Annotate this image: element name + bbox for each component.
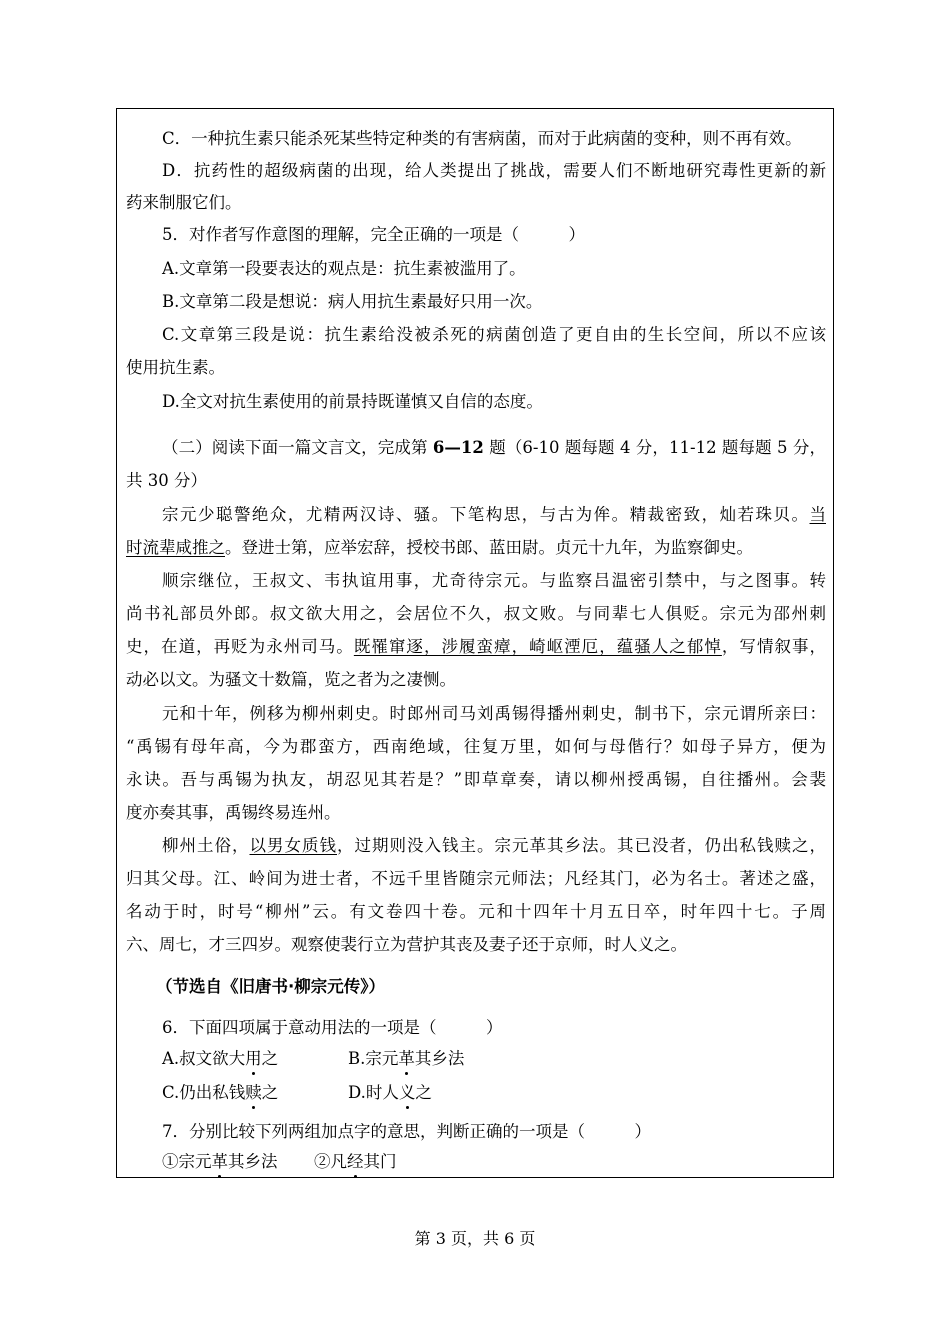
passage-p3-line2: “禹锡有母年高，今为郡蛮方，西南绝域，往复万里，如何与母偕行？如母子异方，便为 xyxy=(126,737,826,756)
q6-option-c: C.仍出私钱赎之 xyxy=(162,1083,279,1102)
q6-option-a: A.叔文欲大用之 xyxy=(162,1049,279,1068)
section-2-instruction: （二）阅读下面一篇文言文，完成第 6—12 题（6-10 题每题 4 分，11-12 题每题 5 分， xyxy=(162,438,826,457)
q7-item-1: ①宗元革其乡法 xyxy=(162,1152,278,1171)
passage-p4-line2: 归其父母。江、岭间为进士者，不远千里皆随宗元师法；凡经其门，必为名士。著述之盛， xyxy=(126,869,826,888)
question-5: 5．对作者写作意图的理解，完全正确的一项是（ ） xyxy=(162,225,585,244)
q5-option-a: A.文章第一段要表达的观点是：抗生素被滥用了。 xyxy=(162,259,526,278)
option-d-continuation: 药来制服它们。 xyxy=(126,193,242,212)
q5-option-d: D.全文对抗生素使用的前景持既谨慎又自信的态度。 xyxy=(162,392,543,411)
page-number: 第 3 页，共 6 页 xyxy=(414,1229,536,1248)
passage-p4-line4: 六、周七，才三四岁。观察使裴行立为营护其丧及妻子还于京师，时人义之。 xyxy=(126,935,687,954)
q6-option-b: B.宗元革其乡法 xyxy=(348,1049,465,1068)
passage-p2-line3: 史，在道，再贬为永州司马。既罹窜逐，涉履蛮瘴，崎岖湮厄，蕴骚人之郁悼，写情叙事， xyxy=(126,637,827,656)
passage-p1-line2: 时流辈咸推之。登进士第，应举宏辞，授校书郎、蓝田尉。贞元十九年，为监察御史。 xyxy=(126,538,753,557)
passage-p3-line3: 永诀。吾与禹锡为执友，胡忍见其若是？”即草章奏，请以柳州授禹锡，自往播州。会裴 xyxy=(126,770,826,789)
q6-option-d: D.时人义之 xyxy=(348,1083,432,1102)
passage-p2-line4: 动必以文。为骚文十数篇，览之者为之凄恻。 xyxy=(126,670,456,689)
passage-source: （节选自《旧唐书·柳宗元传》） xyxy=(156,977,386,996)
q5-option-c: C.文章第三段是说：抗生素给没被杀死的病菌创造了更自由的生长空间，所以不应该 xyxy=(162,325,826,344)
section-2-instruction-continuation: 共 30 分） xyxy=(126,471,207,490)
passage-p1-line1: 宗元少聪警绝众，尤精两汉诗、骚。下笔构思，与古为侔。精裁密致，灿若珠贝。当 xyxy=(162,505,826,524)
passage-p4-line1: 柳州土俗，以男女质钱，过期则没入钱主。宗元革其乡法。其已没者，仍出私钱赎之， xyxy=(162,836,826,855)
q5-option-b: B.文章第二段是想说：病人用抗生素最好只用一次。 xyxy=(162,292,543,311)
option-d-line: D．抗药性的超级病菌的出现，给人类提出了挑战，需要人们不断地研究毒性更新的新 xyxy=(162,161,826,180)
q7-item-2: ②凡经其门 xyxy=(314,1152,397,1171)
passage-p2-line2: 尚书礼部员外郎。叔文欲大用之，会居位不久，叔文败。与同辈七人俱贬。宗元为邵州刺 xyxy=(126,604,826,623)
question-6: 6．下面四项属于意动用法的一项是（ ） xyxy=(162,1018,503,1037)
passage-p3-line1: 元和十年，例移为柳州刺史。时郎州司马刘禹锡得播州刺史，制书下，宗元谓所亲曰： xyxy=(162,704,826,723)
passage-p4-line3: 名动于时，时号“柳州”云。有文卷四十卷。元和十四年十月五日卒，时年四十七。子周 xyxy=(126,902,826,921)
option-c-line: C．一种抗生素只能杀死某些特定种类的有害病菌，而对于此病菌的变种，则不再有效。 xyxy=(162,129,802,148)
passage-p3-line4: 度亦奏其事，禹锡终易连州。 xyxy=(126,803,341,822)
passage-p2-line1: 顺宗继位，王叔文、韦执谊用事，尤奇待宗元。与监察吕温密引禁中，与之图事。转 xyxy=(162,571,826,590)
q5-option-c-continuation: 使用抗生素。 xyxy=(126,358,225,377)
question-7: 7．分别比较下列两组加点字的意思，判断正确的一项是（ ） xyxy=(162,1122,651,1141)
